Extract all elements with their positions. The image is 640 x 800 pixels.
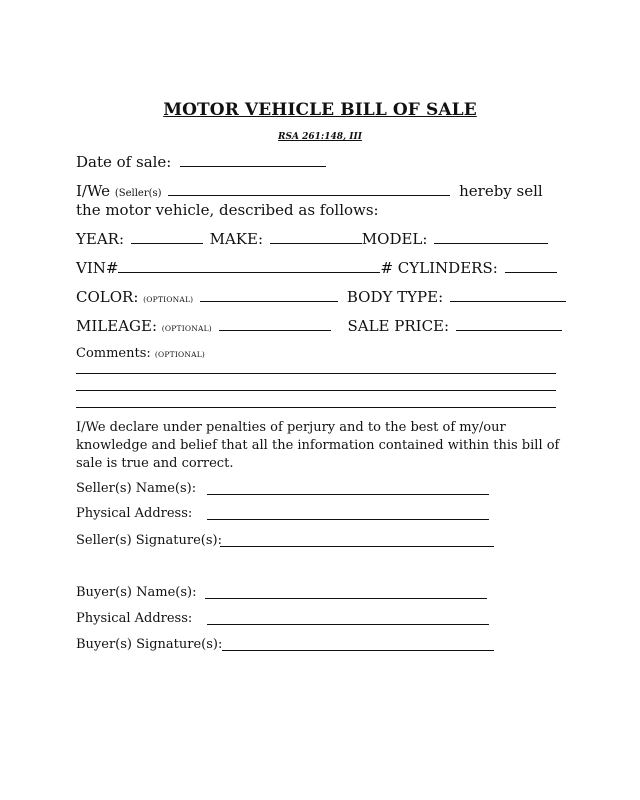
described-text: the motor vehicle, described as follows: xyxy=(76,201,379,219)
seller-name-field[interactable] xyxy=(207,494,489,495)
vin-label: VIN# xyxy=(76,259,119,277)
mileage-label: MILEAGE: xyxy=(76,317,158,335)
seller-hint: (Seller(s) xyxy=(114,188,162,199)
iwe-label: I/We xyxy=(76,182,111,200)
model-field[interactable] xyxy=(434,229,548,244)
seller-intro-row xyxy=(76,181,543,200)
color-label: COLOR: xyxy=(76,288,139,306)
vin-field[interactable] xyxy=(118,258,380,273)
comments-label: Comments: xyxy=(76,346,151,361)
mileage-field[interactable] xyxy=(219,316,331,331)
sale-price-label: SALE PRICE: xyxy=(347,317,450,335)
hereby-sell-text: hereby sell xyxy=(459,182,543,200)
comments-line-1[interactable] xyxy=(76,373,556,374)
color-optional-note: (OPTIONAL) xyxy=(143,295,194,304)
buyer-signature-label: Buyer(s) Signature(s): xyxy=(76,637,223,652)
year-field[interactable] xyxy=(131,229,203,244)
color-field[interactable] xyxy=(200,287,338,302)
year-label: YEAR: xyxy=(76,230,125,248)
comments-optional-note: (OPTIONAL) xyxy=(154,350,206,359)
sale-price-field[interactable] xyxy=(456,316,562,331)
seller-name-label: Seller(s) Name(s): xyxy=(76,481,197,496)
date-of-sale-row xyxy=(76,152,326,171)
year-make-model-row xyxy=(76,229,548,248)
make-label: MAKE: xyxy=(209,230,264,248)
make-field[interactable] xyxy=(270,229,362,244)
seller-intro-field[interactable] xyxy=(168,181,450,196)
color-bodytype-row xyxy=(76,287,566,306)
seller-address-field[interactable] xyxy=(207,519,489,520)
cylinders-field[interactable] xyxy=(505,258,557,273)
seller-signature-label: Seller(s) Signature(s): xyxy=(76,533,222,548)
declaration-paragraph: I/We declare under penalties of perjury and to the best of my/our knowledge and belief that all the information contained within this bill of sale is true and correct. xyxy=(76,420,560,471)
mileage-price-row xyxy=(76,316,562,335)
statute-reference: RSA 261:148, III xyxy=(278,132,362,142)
body-type-field[interactable] xyxy=(450,287,566,302)
vin-cylinders-row xyxy=(76,258,557,277)
buyer-address-label: Physical Address: xyxy=(76,611,193,626)
date-of-sale-field[interactable] xyxy=(180,152,326,167)
comments-row xyxy=(76,346,205,361)
buyer-address-field[interactable] xyxy=(207,624,489,625)
model-label: MODEL: xyxy=(361,230,428,248)
buyer-signature-field[interactable] xyxy=(222,650,494,651)
comments-line-3[interactable] xyxy=(76,407,556,408)
comments-line-2[interactable] xyxy=(76,390,556,391)
buyer-name-label: Buyer(s) Name(s): xyxy=(76,585,197,600)
date-of-sale-label: Date of sale: xyxy=(76,153,172,171)
cylinders-label: # CYLINDERS: xyxy=(380,259,498,277)
mileage-optional-note: (OPTIONAL) xyxy=(161,324,212,333)
document-title: MOTOR VEHICLE BILL OF SALE xyxy=(163,100,477,120)
body-type-label: BODY TYPE: xyxy=(346,288,444,306)
seller-address-label: Physical Address: xyxy=(76,506,193,521)
buyer-name-field[interactable] xyxy=(205,598,487,599)
seller-signature-field[interactable] xyxy=(220,546,494,547)
